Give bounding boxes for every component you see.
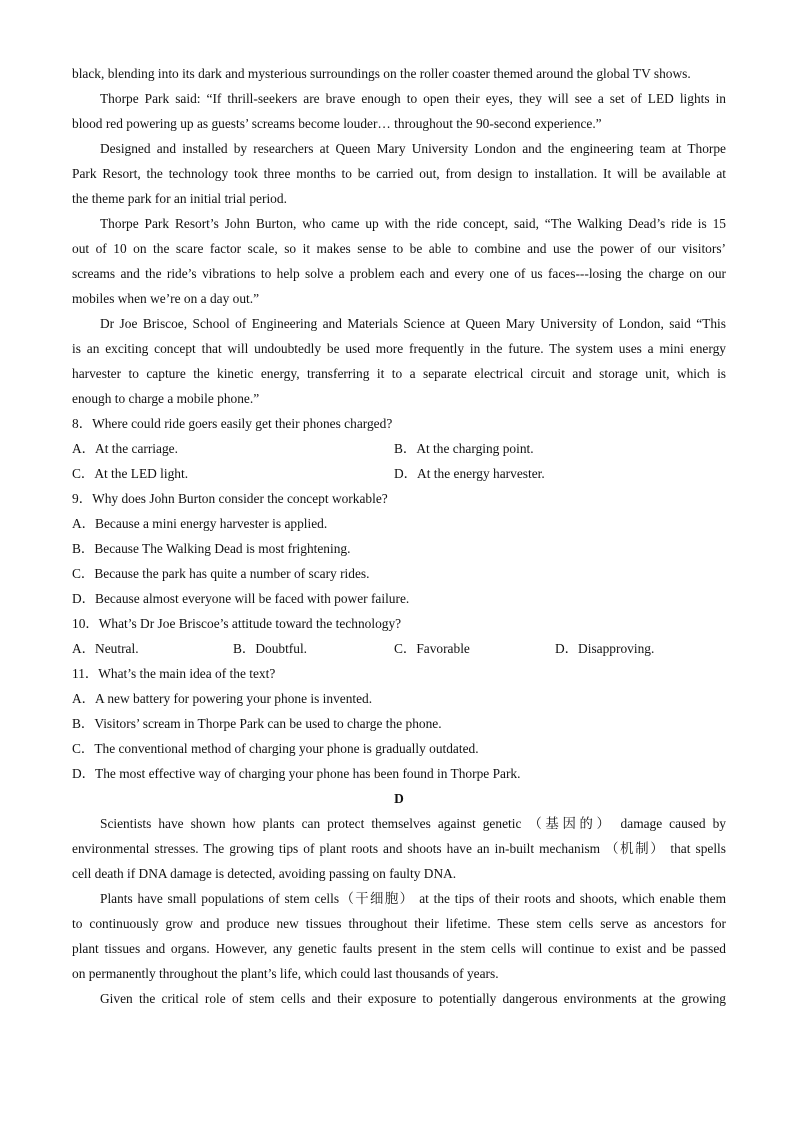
question-9	[72, 486, 726, 611]
passage-line: black, blending into its dark and mysterious surroundings on the roller coaster themed around the global TV shows.	[72, 66, 691, 81]
question-stem: 9．Why does John Burton consider the concept workable?	[72, 491, 388, 506]
passage-line: environmental stresses. The growing tips of plant roots and shoots have an in-built mechanism （机制） that spells	[72, 841, 726, 856]
passage-line: enough to charge a mobile phone.”	[72, 391, 260, 406]
passage-line: the theme park for an initial trial period.	[72, 191, 287, 206]
passage-line: Scientists have shown how plants can protect themselves against genetic （基因的） damage caused by	[100, 816, 726, 831]
passage-line: plant tissues and organs. However, any genetic faults present in the stem cells will continue to exist and be passed	[72, 941, 726, 956]
passage-line: Plants have small populations of stem cells（干细胞） at the tips of their roots and shoots, which enable them	[100, 891, 726, 906]
question-stem: 10．What’s Dr Joe Briscoe’s attitude toward the technology?	[72, 616, 402, 631]
option-b: B．Because The Walking Dead is most frightening.	[72, 541, 351, 556]
passage-line: to continuously grow and produce new tissues throughout their lifetime. These stem cells serve as ancestors for	[72, 916, 726, 931]
option-c: C．The conventional method of charging your phone is gradually outdated.	[72, 741, 479, 756]
passage-line: screams and the ride’s vibrations to help solve a problem each and every one of us faces---losing the charge on our	[72, 266, 726, 281]
question-11	[72, 661, 726, 786]
option-a: A．At the carriage.	[72, 441, 178, 456]
option-a: A．Neutral.	[72, 641, 139, 656]
question-10	[72, 611, 726, 661]
passage-d	[72, 811, 726, 1011]
option-b: B．At the charging point.	[394, 441, 534, 456]
passage-line: Given the critical role of stem cells and their exposure to potentially dangerous environments at the growing	[100, 991, 726, 1006]
passage-line: Thorpe Park said: “If thrill-seekers are brave enough to open their eyes, they will see a set of LED lights in	[100, 91, 726, 106]
option-c: C．Because the park has quite a number of scary rides.	[72, 566, 370, 581]
passage-line: on permanently throughout the plant’s life, which could last thousands of years.	[72, 966, 499, 981]
passage-line: blood red powering up as guests’ screams become louder… throughout the 90-second experience.”	[72, 116, 602, 131]
passage-line: Dr Joe Briscoe, School of Engineering and Materials Science at Queen Mary University of London, said “This	[100, 316, 726, 331]
question-8	[72, 411, 726, 486]
option-d: D．Disapproving.	[555, 641, 655, 656]
passage-line: Thorpe Park Resort’s John Burton, who came up with the ride concept, said, “The Walking Dead’s ride is 15	[100, 216, 726, 231]
options-row	[72, 636, 726, 661]
passage-line: mobiles when we’re on a day out.”	[72, 291, 260, 306]
option-a: A．Because a mini energy harvester is applied.	[72, 516, 328, 531]
option-a: A．A new battery for powering your phone is invented.	[72, 691, 373, 706]
passage-line: cell death if DNA damage is detected, avoiding passing on faulty DNA.	[72, 866, 457, 881]
document-page	[72, 61, 726, 1011]
option-c: C．At the LED light.	[72, 466, 189, 481]
option-d: D．The most effective way of charging your phone has been found in Thorpe Park.	[72, 766, 521, 781]
option-c: C．Favorable	[394, 641, 470, 656]
question-stem: 11．What’s the main idea of the text?	[72, 666, 276, 681]
option-b: B．Doubtful.	[233, 641, 308, 656]
option-d: D．Because almost everyone will be faced with power failure.	[72, 591, 410, 606]
passage-line: harvester to capture the kinetic energy, transferring it to a separate electrical circuit and storage unit, which is	[72, 366, 726, 381]
options-row	[72, 436, 726, 461]
question-stem: 8．Where could ride goers easily get their phones charged?	[72, 416, 393, 431]
passage-c	[72, 61, 726, 411]
passage-line: Park Resort, the technology took three months to be carried out, from design to installation. It will be available at	[72, 166, 726, 181]
passage-line: out of 10 on the scare factor scale, so it makes sense to be able to combine and use the power of our visitors’	[72, 241, 726, 256]
section-heading: D	[394, 791, 404, 806]
passage-line: Designed and installed by researchers at Queen Mary University London and the engineering team at Thorpe	[100, 141, 726, 156]
option-d: D．At the energy harvester.	[394, 466, 545, 481]
passage-line: is an exciting concept that will undoubtedly be used more frequently in the future. The system uses a mini energy	[72, 341, 726, 356]
options-row	[72, 461, 726, 486]
option-b: B．Visitors’ scream in Thorpe Park can be used to charge the phone.	[72, 716, 442, 731]
